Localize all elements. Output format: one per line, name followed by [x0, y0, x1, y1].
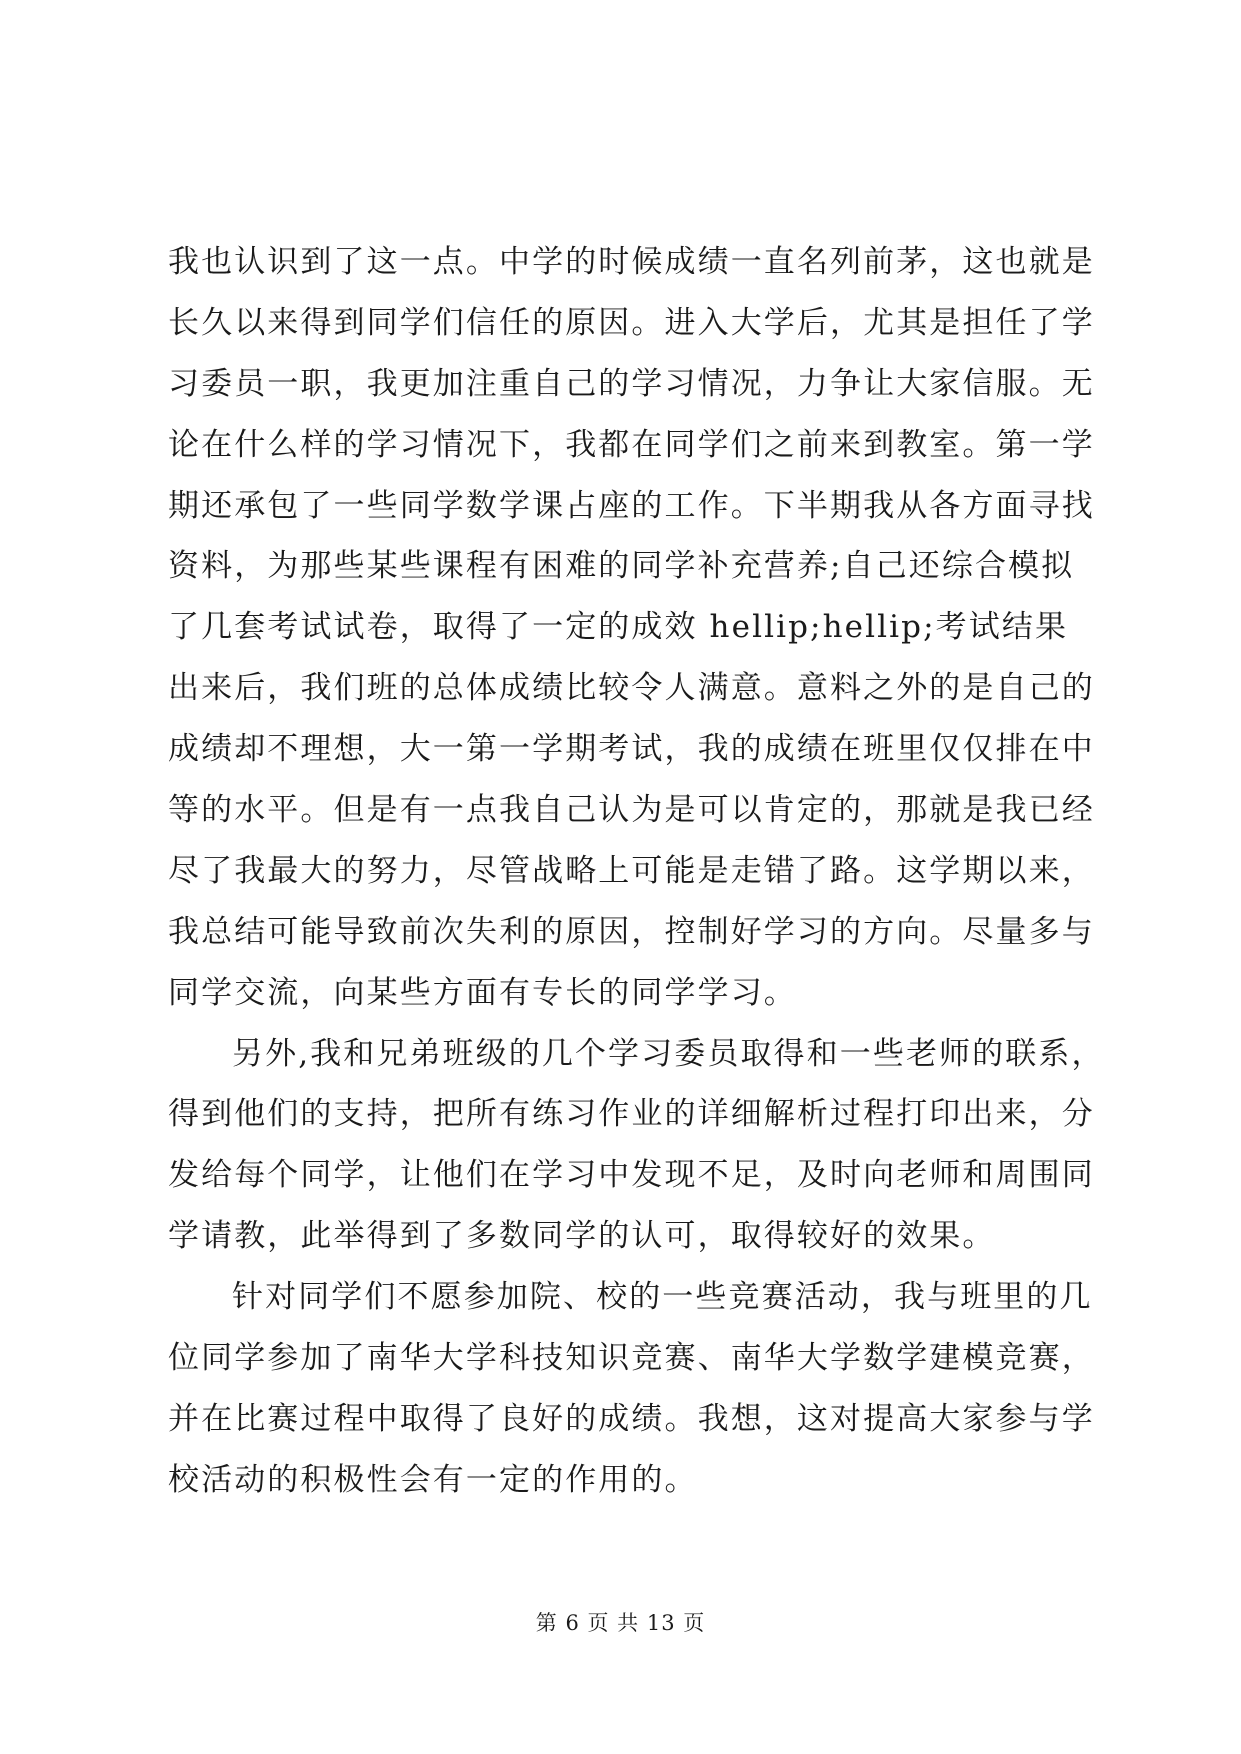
text-line: 了几套考试试卷，取得了一定的成效 hellip;hellip;考试结果 — [168, 609, 1069, 646]
text-line: 成绩却不理想，大一第一学期考试，我的成绩在班里仅仅排在中 — [168, 731, 1095, 768]
text-line: 得到他们的支持，把所有练习作业的详细解析过程打印出来，分 — [168, 1096, 1095, 1133]
text-line: 习委员一职，我更加注重自己的学习情况，力争让大家信服。无 — [168, 365, 1095, 402]
text-line: 并在比赛过程中取得了良好的成绩。我想，这对提高大家参与学 — [168, 1400, 1095, 1437]
body-text — [168, 232, 1105, 1511]
text-line: 等的水平。但是有一点我自己认为是可以肯定的，那就是我已经 — [168, 792, 1095, 829]
text-line: 校活动的积极性会有一定的作用的。 — [168, 1461, 698, 1498]
paragraph-start-line: 另外,我和兄弟班级的几个学习委员取得和一些老师的联系， — [232, 1035, 1105, 1072]
text-line: 长久以来得到同学们信任的原因。进入大学后，尤其是担任了学 — [168, 304, 1095, 341]
text-line: 位同学参加了南华大学科技知识竞赛、南华大学数学建模竞赛， — [168, 1340, 1095, 1377]
text-line: 学请教，此举得到了多数同学的认可，取得较好的效果。 — [168, 1218, 996, 1255]
text-line: 资料，为那些某些课程有困难的同学补充营养;自己还综合模拟 — [168, 548, 1075, 585]
text-line: 尽了我最大的努力，尽管战略上可能是走错了路。这学期以来， — [168, 852, 1095, 889]
text-line: 论在什么样的学习情况下，我都在同学们之前来到教室。第一学 — [168, 426, 1095, 463]
text-line: 期还承包了一些同学数学课占座的工作。下半期我从各方面寻找 — [168, 487, 1095, 524]
text-line: 我也认识到了这一点。中学的时候成绩一直名列前茅，这也就是 — [168, 244, 1095, 280]
text-line: 我总结可能导致前次失利的原因，控制好学习的方向。尽量多与 — [168, 913, 1095, 950]
page-number-footer: 第 6 页 共 13 页 — [535, 1611, 706, 1635]
text-line: 出来后，我们班的总体成绩比较令人满意。意料之外的是自己的 — [168, 670, 1095, 707]
text-line: 发给每个同学，让他们在学习中发现不足，及时向老师和周围同 — [168, 1157, 1095, 1194]
paragraph-start-line: 针对同学们不愿参加院、校的一些竞赛活动，我与班里的几 — [232, 1279, 1093, 1316]
text-line: 同学交流，向某些方面有专长的同学学习。 — [168, 974, 797, 1011]
